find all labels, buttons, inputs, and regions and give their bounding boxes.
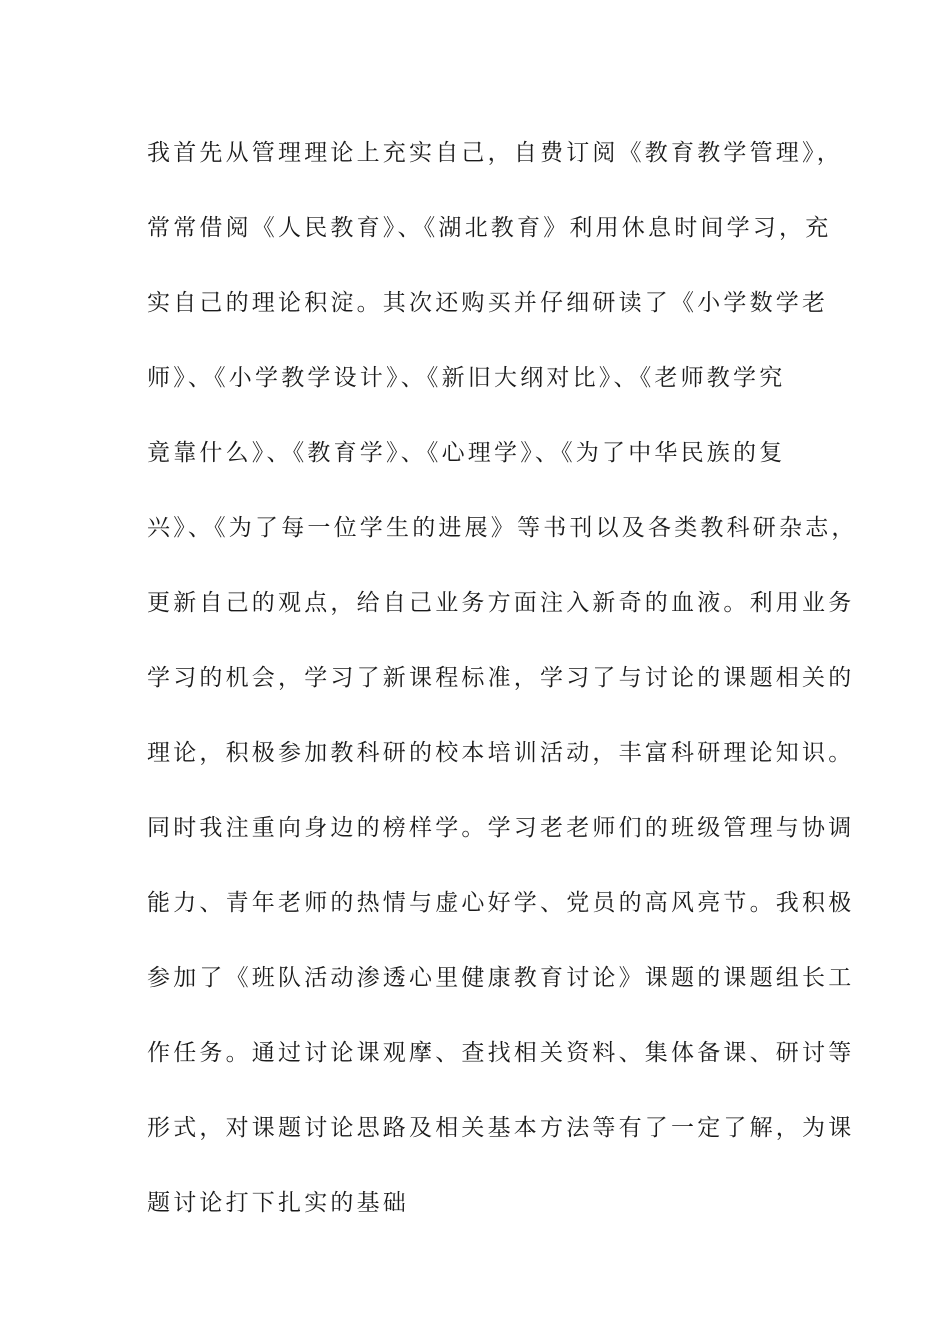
text-line: 形式，对课题讨论思路及相关基本方法等有了一定了解，为课 [147, 1115, 855, 1141]
text-line: 更新自己的观点，给自己业务方面注入新奇的血液。利用业务 [147, 590, 855, 616]
text-line: 题讨论打下扎实的基础 [147, 1190, 409, 1216]
text-line: 学习的机会，学习了新课程标准，学习了与讨论的课题相关的 [147, 665, 855, 691]
text-line: 参加了《班队活动渗透心里健康教育讨论》课题的课题组长工 [147, 965, 855, 991]
text-line: 作任务。通过讨论课观摩、查找相关资料、集体备课、研讨等 [147, 1040, 855, 1066]
text-line: 理论，积极参加教科研的校本培训活动，丰富科研理论知识。 [147, 740, 855, 766]
text-line: 兴》、《为了每一位学生的进展》等书刊以及各类教科研杂志， [147, 515, 858, 541]
body-text [147, 131, 858, 1256]
text-line: 我首先从管理理论上充实自己，自费订阅《教育教学管理》， [147, 140, 843, 166]
text-line: 同时我注重向身边的榜样学。学习老老师们的班级管理与协调 [147, 815, 855, 841]
text-line: 竟靠什么》、《教育学》、《心理学》、《为了中华民族的复 [147, 440, 786, 466]
text-line: 能力、青年老师的热情与虚心好学、党员的高风亮节。我积极 [147, 890, 855, 916]
text-line: 师》、《小学教学设计》、《新旧大纲对比》、《老师教学究 [147, 365, 786, 391]
text-line: 常常借阅《人民教育》、《湖北教育》利用休息时间学习，充 [147, 215, 832, 241]
text-line: 实自己的理论积淀。其次还购买并仔细研读了《小学数学老 [147, 290, 829, 316]
